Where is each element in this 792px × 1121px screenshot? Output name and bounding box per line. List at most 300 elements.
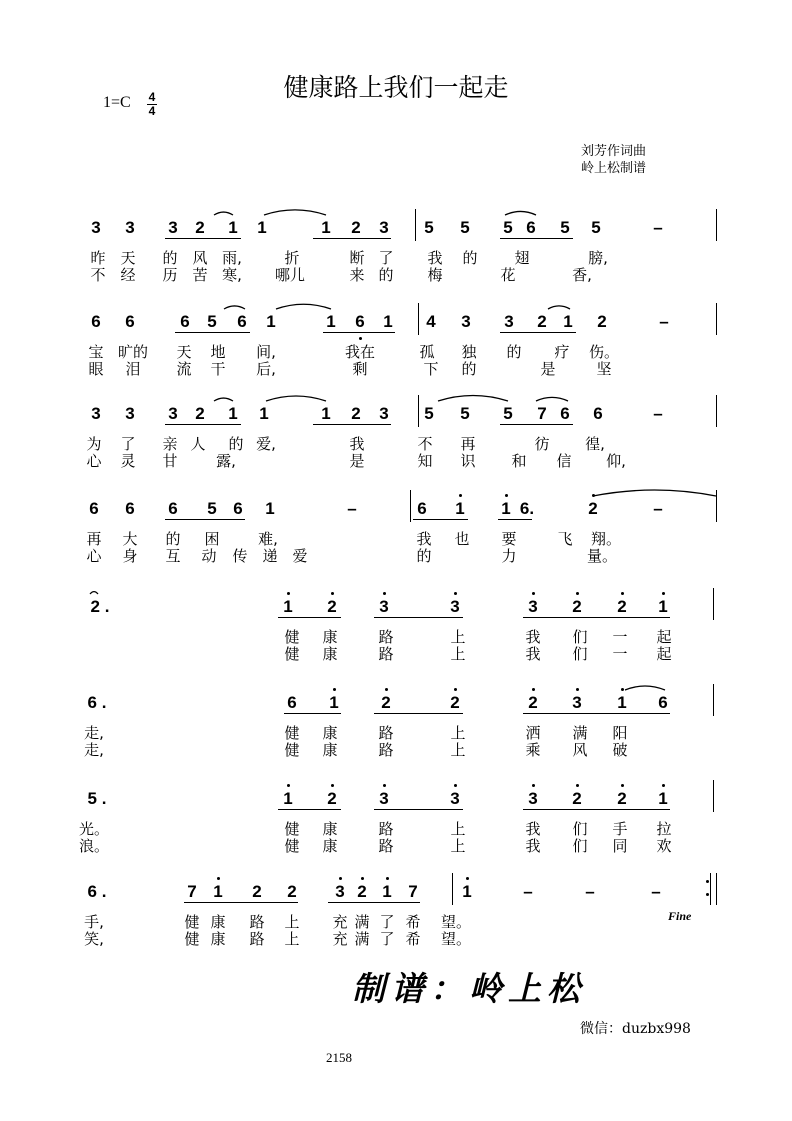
lyric-syllable: 下	[423, 360, 439, 378]
octave-dot-high	[339, 877, 342, 880]
lyric-syllable: 爱,	[256, 435, 276, 453]
jianpu-note: 5	[424, 218, 434, 237]
slur-tie	[214, 398, 233, 401]
barline	[713, 588, 714, 620]
lyric-syllable: 地	[210, 343, 226, 361]
octave-dot-high	[361, 877, 364, 880]
slur-tie	[625, 686, 665, 690]
slur-tie	[536, 397, 568, 401]
lyric-syllable: 路	[249, 930, 265, 948]
jianpu-note: 3	[528, 789, 538, 808]
jianpu-note: 7	[187, 882, 197, 901]
beam-underline	[313, 238, 391, 239]
lyric-syllable: 康	[322, 741, 338, 759]
beam-underline	[184, 902, 298, 903]
slur-tie	[505, 211, 536, 215]
barline	[713, 780, 714, 812]
lyric-syllable: 上	[450, 820, 466, 838]
wechat-contact: 微信：duzbx998	[580, 1021, 691, 1037]
repeat-dot	[706, 893, 709, 896]
lyric-syllable: 孤	[419, 343, 435, 361]
lyric-syllable: 康	[322, 645, 338, 663]
jianpu-note: 7	[537, 404, 547, 423]
octave-dot-high	[385, 688, 388, 691]
lyric-syllable: 再	[460, 435, 476, 453]
octave-dot-high	[466, 877, 469, 880]
jianpu-note: 1	[455, 499, 465, 518]
jianpu-note: 1	[658, 789, 668, 808]
octave-dot-high	[287, 592, 290, 595]
lyric-syllable: 康	[210, 913, 226, 931]
slur-tie	[264, 210, 326, 215]
lyric-syllable: 香,	[572, 266, 592, 284]
lyric-syllable: 仰,	[606, 452, 626, 470]
barline	[418, 395, 419, 427]
lyric-syllable: 雨,	[222, 249, 242, 267]
octave-dot-high	[621, 784, 624, 787]
lyric-syllable: 量。	[586, 547, 618, 565]
slur-tie	[548, 306, 570, 309]
lyric-syllable: 上	[284, 913, 300, 931]
octave-dot-high	[532, 592, 535, 595]
lyric-syllable: 路	[378, 645, 394, 663]
jianpu-note: –	[653, 499, 663, 518]
octave-dot-high	[576, 688, 579, 691]
octave-dot-high	[454, 688, 457, 691]
transcriber-credit: 岭上松制谱	[581, 161, 647, 176]
lyric-syllable: 了	[379, 930, 395, 948]
octave-dot-high	[331, 784, 334, 787]
jianpu-note: 5	[460, 404, 470, 423]
lyric-syllable: 们	[572, 645, 588, 663]
lyric-syllable: 我在	[344, 343, 376, 361]
jianpu-note: 1	[259, 404, 269, 423]
jianpu-note: 1	[658, 597, 668, 616]
lyric-syllable: 满	[354, 930, 370, 948]
jianpu-note: 5	[503, 218, 513, 237]
lyric-syllable: 难,	[258, 530, 278, 548]
time-signature	[147, 91, 157, 118]
lyric-syllable: 健	[184, 930, 200, 948]
lyric-syllable: 康	[322, 820, 338, 838]
jianpu-note: 3	[450, 789, 460, 808]
lyric-syllable: 的	[462, 249, 478, 267]
lyric-syllable: 的	[228, 435, 244, 453]
lyric-syllable: 知	[417, 452, 433, 470]
lyric-syllable: 我	[525, 645, 541, 663]
lyric-syllable: 折	[284, 249, 300, 267]
jianpu-note: 6	[168, 499, 178, 518]
barline	[716, 303, 717, 335]
lyric-syllable: 我	[349, 435, 365, 453]
beam-underline	[523, 617, 670, 618]
octave-dot-high	[287, 784, 290, 787]
jianpu-note: 1	[617, 693, 627, 712]
octave-dot-high	[217, 877, 220, 880]
lyric-syllable: 康	[322, 628, 338, 646]
lyric-syllable: 上	[450, 741, 466, 759]
lyric-syllable: 后,	[256, 360, 276, 378]
jianpu-note: 5	[560, 218, 570, 237]
fine-marker: Fine	[668, 909, 692, 923]
lyric-syllable: 传	[232, 547, 248, 565]
lyric-syllable: 上	[450, 724, 466, 742]
jianpu-note: –	[653, 218, 663, 237]
octave-dot-low	[359, 337, 362, 340]
lyric-syllable: 彷	[534, 435, 550, 453]
jianpu-note: 3	[572, 693, 582, 712]
lyric-syllable: 泪	[125, 360, 141, 378]
lyric-syllable: 了	[379, 913, 395, 931]
lyric-syllable: 路	[378, 820, 394, 838]
lyric-syllable: 手	[612, 820, 628, 838]
barline	[716, 395, 717, 427]
barline	[713, 684, 714, 716]
jianpu-note: 2	[351, 218, 361, 237]
octave-dot-high	[331, 592, 334, 595]
barline	[716, 873, 717, 905]
octave-dot-high	[383, 592, 386, 595]
lyric-syllable: 动	[201, 547, 217, 565]
jianpu-note: 2	[287, 882, 297, 901]
octave-dot-high	[662, 784, 665, 787]
lyric-syllable: 健	[284, 645, 300, 663]
jianpu-note: 6	[658, 693, 668, 712]
jianpu-note: 1	[213, 882, 223, 901]
jianpu-note: 2	[195, 218, 205, 237]
lyric-syllable: 信	[556, 452, 572, 470]
jianpu-note: 1	[283, 597, 293, 616]
beam-underline	[278, 617, 341, 618]
jianpu-note: 6	[125, 312, 135, 331]
beam-underline	[165, 424, 241, 425]
barline	[415, 209, 416, 241]
jianpu-note: 3	[450, 597, 460, 616]
lyric-syllable: 充	[332, 913, 348, 931]
lyric-syllable: 膀,	[588, 249, 608, 267]
lyric-syllable: 阳	[612, 724, 628, 742]
lyric-syllable: 路	[249, 913, 265, 931]
lyric-syllable: 路	[378, 628, 394, 646]
composer-credit: 刘芳作词曲	[581, 144, 647, 159]
jianpu-note: 2	[351, 404, 361, 423]
slur-tie	[90, 592, 98, 594]
octave-dot-high	[383, 784, 386, 787]
slur-tie	[214, 212, 233, 215]
lyric-syllable: 康	[322, 724, 338, 742]
jianpu-note: 6 .	[87, 693, 107, 712]
lyric-syllable: 不	[90, 266, 106, 284]
lyric-syllable: 和	[511, 452, 527, 470]
jianpu-note: 2	[537, 312, 547, 331]
jianpu-note: 3	[91, 218, 101, 237]
time-signature-top: 4	[148, 90, 156, 104]
lyric-syllable: 心	[86, 452, 102, 470]
jianpu-note: 3	[461, 312, 471, 331]
lyric-syllable: 困	[204, 530, 220, 548]
lyric-syllable: 的	[378, 266, 394, 284]
beam-underline	[175, 332, 250, 333]
lyric-syllable: 健	[284, 628, 300, 646]
jianpu-note: 1	[266, 312, 276, 331]
jianpu-note: 2	[597, 312, 607, 331]
lyric-syllable: 翅	[514, 249, 530, 267]
lyric-syllable: 历	[162, 266, 178, 284]
lyric-syllable: 们	[572, 837, 588, 855]
lyric-syllable: 我	[525, 837, 541, 855]
lyric-syllable: 走,	[84, 724, 104, 742]
lyric-syllable: 健	[284, 820, 300, 838]
jianpu-note: 6	[89, 499, 99, 518]
jianpu-note: 2	[327, 597, 337, 616]
jianpu-note: 2	[327, 789, 337, 808]
jianpu-note: 5	[460, 218, 470, 237]
jianpu-note: 6	[593, 404, 603, 423]
jianpu-note: 1	[321, 218, 331, 237]
octave-dot-high	[532, 784, 535, 787]
jianpu-note: 3	[125, 404, 135, 423]
lyric-syllable: 了	[378, 249, 394, 267]
lyric-syllable: 健	[284, 837, 300, 855]
jianpu-note: 6	[526, 218, 536, 237]
jianpu-note: 6	[560, 404, 570, 423]
jianpu-note: 4	[426, 312, 436, 331]
jianpu-note: 1	[462, 882, 472, 901]
lyric-syllable: 爱	[292, 547, 308, 565]
lyric-syllable: 的	[165, 530, 181, 548]
beam-underline	[500, 238, 573, 239]
lyric-syllable: 经	[120, 266, 136, 284]
lyric-syllable: 人	[190, 435, 206, 453]
lyric-syllable: 健	[284, 724, 300, 742]
lyric-syllable: 希	[405, 930, 421, 948]
jianpu-note: 2	[357, 882, 367, 901]
beam-underline	[374, 713, 463, 714]
lyric-syllable: 露,	[216, 452, 236, 470]
jianpu-note: 1	[326, 312, 336, 331]
lyric-syllable: 光。	[78, 820, 110, 838]
jianpu-note: 6	[355, 312, 365, 331]
lyric-syllable: 流	[176, 360, 192, 378]
octave-dot-high	[662, 592, 665, 595]
beam-underline	[413, 519, 468, 520]
jianpu-note: 6 .	[87, 882, 107, 901]
lyric-syllable: 灵	[120, 452, 136, 470]
lyric-syllable: 路	[378, 741, 394, 759]
lyric-syllable: 走,	[84, 741, 104, 759]
lyric-syllable: 一	[612, 645, 628, 663]
jianpu-note: 5 .	[87, 789, 107, 808]
jianpu-note: 1	[321, 404, 331, 423]
jianpu-note: –	[653, 404, 663, 423]
jianpu-note: 5	[207, 312, 217, 331]
lyric-syllable: 欢	[656, 837, 672, 855]
lyric-syllable: 路	[378, 724, 394, 742]
octave-dot-high	[459, 494, 462, 497]
lyric-syllable: 寒,	[222, 266, 242, 284]
jianpu-note: 5	[207, 499, 217, 518]
octave-dot-high	[454, 784, 457, 787]
jianpu-note: 1	[228, 218, 238, 237]
jianpu-note: 3	[379, 218, 389, 237]
beam-underline	[374, 809, 463, 810]
beam-underline	[523, 713, 670, 714]
barline	[710, 873, 711, 905]
jianpu-note: 3	[379, 404, 389, 423]
jianpu-note: 1	[228, 404, 238, 423]
lyric-syllable: 手,	[84, 913, 104, 931]
jianpu-note: 2 .	[90, 597, 110, 616]
lyric-syllable: 满	[572, 724, 588, 742]
lyric-syllable: 断	[349, 249, 365, 267]
jianpu-note: 1	[265, 499, 275, 518]
lyric-syllable: 了	[120, 435, 136, 453]
slur-tie	[276, 304, 331, 309]
jianpu-note: 1	[563, 312, 573, 331]
jianpu-note: 2	[528, 693, 538, 712]
slur-tie	[593, 490, 716, 496]
lyric-syllable: 健	[184, 913, 200, 931]
lyric-syllable: 上	[450, 628, 466, 646]
lyric-syllable: 哪儿	[274, 266, 306, 284]
lyric-syllable: 干	[210, 360, 226, 378]
lyric-syllable: 识	[460, 452, 476, 470]
lyric-syllable: 心	[86, 547, 102, 565]
lyric-syllable: 的	[162, 249, 178, 267]
lyric-syllable: 间,	[256, 343, 276, 361]
jianpu-note: 3	[91, 404, 101, 423]
jianpu-note: 3	[528, 597, 538, 616]
lyric-syllable: 康	[210, 930, 226, 948]
lyric-syllable: 希	[405, 913, 421, 931]
lyric-syllable: 翔。	[590, 530, 622, 548]
octave-dot-high	[576, 784, 579, 787]
lyric-syllable: 宝	[88, 343, 104, 361]
jianpu-note: 5	[591, 218, 601, 237]
lyric-syllable: 也	[454, 530, 470, 548]
octave-dot-high	[532, 688, 535, 691]
lyric-syllable: 坚	[596, 360, 612, 378]
lyric-syllable: 们	[572, 628, 588, 646]
jianpu-note: 3	[335, 882, 345, 901]
slur-tie	[266, 396, 326, 401]
jianpu-note: 3	[168, 404, 178, 423]
lyric-syllable: 上	[284, 930, 300, 948]
lyric-syllable: 花	[500, 266, 516, 284]
octave-dot-high	[386, 877, 389, 880]
jianpu-note: 2	[252, 882, 262, 901]
jianpu-note: 6	[237, 312, 247, 331]
jianpu-note: 2	[617, 597, 627, 616]
lyric-syllable: 天	[120, 249, 136, 267]
jianpu-note: –	[523, 882, 533, 901]
beam-underline	[498, 519, 532, 520]
beam-underline	[374, 617, 463, 618]
jianpu-note: 3	[379, 789, 389, 808]
lyric-syllable: 上	[450, 837, 466, 855]
barline	[418, 303, 419, 335]
song-title: 健康路上我们一起走	[283, 73, 509, 102]
jianpu-note: –	[347, 499, 357, 518]
lyric-syllable: 的	[461, 360, 477, 378]
jianpu-note: 3	[379, 597, 389, 616]
lyric-syllable: 们	[572, 820, 588, 838]
jianpu-note: 6	[125, 499, 135, 518]
jianpu-note: –	[651, 882, 661, 901]
jianpu-note: 6	[91, 312, 101, 331]
lyric-syllable: 的	[506, 343, 522, 361]
barline	[452, 873, 453, 905]
lyric-syllable: 充	[332, 930, 348, 948]
beam-underline	[523, 809, 670, 810]
transcriber-signature: 制谱：岭上松	[352, 969, 586, 1008]
lyric-syllable: 风	[192, 249, 208, 267]
jianpu-note: 2	[572, 789, 582, 808]
barline	[410, 490, 411, 522]
beam-underline	[323, 332, 395, 333]
lyric-syllable: 起	[656, 628, 672, 646]
lyric-syllable: 不	[417, 435, 433, 453]
lyric-syllable: 身	[122, 547, 138, 565]
jianpu-note: 1	[329, 693, 339, 712]
lyric-syllable: 是	[540, 360, 556, 378]
lyric-syllable: 拉	[656, 820, 672, 838]
beam-underline	[500, 424, 573, 425]
jianpu-note: 1	[283, 789, 293, 808]
lyric-syllable: 望。	[440, 930, 472, 948]
beam-underline	[500, 332, 576, 333]
lyric-syllable: 康	[322, 837, 338, 855]
key-signature: 1=C	[103, 94, 131, 111]
lyric-syllable: 甘	[162, 452, 178, 470]
lyric-syllable: 力	[501, 547, 517, 565]
beam-underline	[313, 424, 391, 425]
octave-dot-high	[576, 592, 579, 595]
lyric-syllable: 同	[612, 837, 628, 855]
octave-dot-high	[592, 494, 595, 497]
slur-tie	[224, 306, 245, 309]
lyric-syllable: 剩	[352, 360, 368, 378]
lyric-syllable: 再	[86, 530, 102, 548]
jianpu-note: 6.	[519, 499, 535, 518]
jianpu-note: –	[585, 882, 595, 901]
lyric-syllable: 为	[86, 435, 102, 453]
lyric-syllable: 苦	[192, 266, 208, 284]
beam-underline	[165, 519, 245, 520]
barline	[716, 490, 717, 522]
lyric-syllable: 路	[378, 837, 394, 855]
octave-dot-high	[454, 592, 457, 595]
lyric-syllable: 风	[572, 741, 588, 759]
jianpu-note: 2	[572, 597, 582, 616]
jianpu-note: 2	[617, 789, 627, 808]
lyric-syllable: 健	[284, 741, 300, 759]
jianpu-note: 2	[381, 693, 391, 712]
jianpu-note: 6	[233, 499, 243, 518]
beam-underline	[165, 238, 241, 239]
lyric-syllable: 梅	[427, 266, 443, 284]
lyric-syllable: 大	[122, 530, 138, 548]
jianpu-note: 6	[287, 693, 297, 712]
beam-underline	[278, 809, 341, 810]
jianpu-note: 3	[168, 218, 178, 237]
lyric-syllable: 我	[416, 530, 432, 548]
lyric-syllable: 我	[427, 249, 443, 267]
octave-dot-high	[505, 494, 508, 497]
octave-dot-high	[621, 592, 624, 595]
jianpu-note: 1	[501, 499, 511, 518]
jianpu-note: –	[659, 312, 669, 331]
